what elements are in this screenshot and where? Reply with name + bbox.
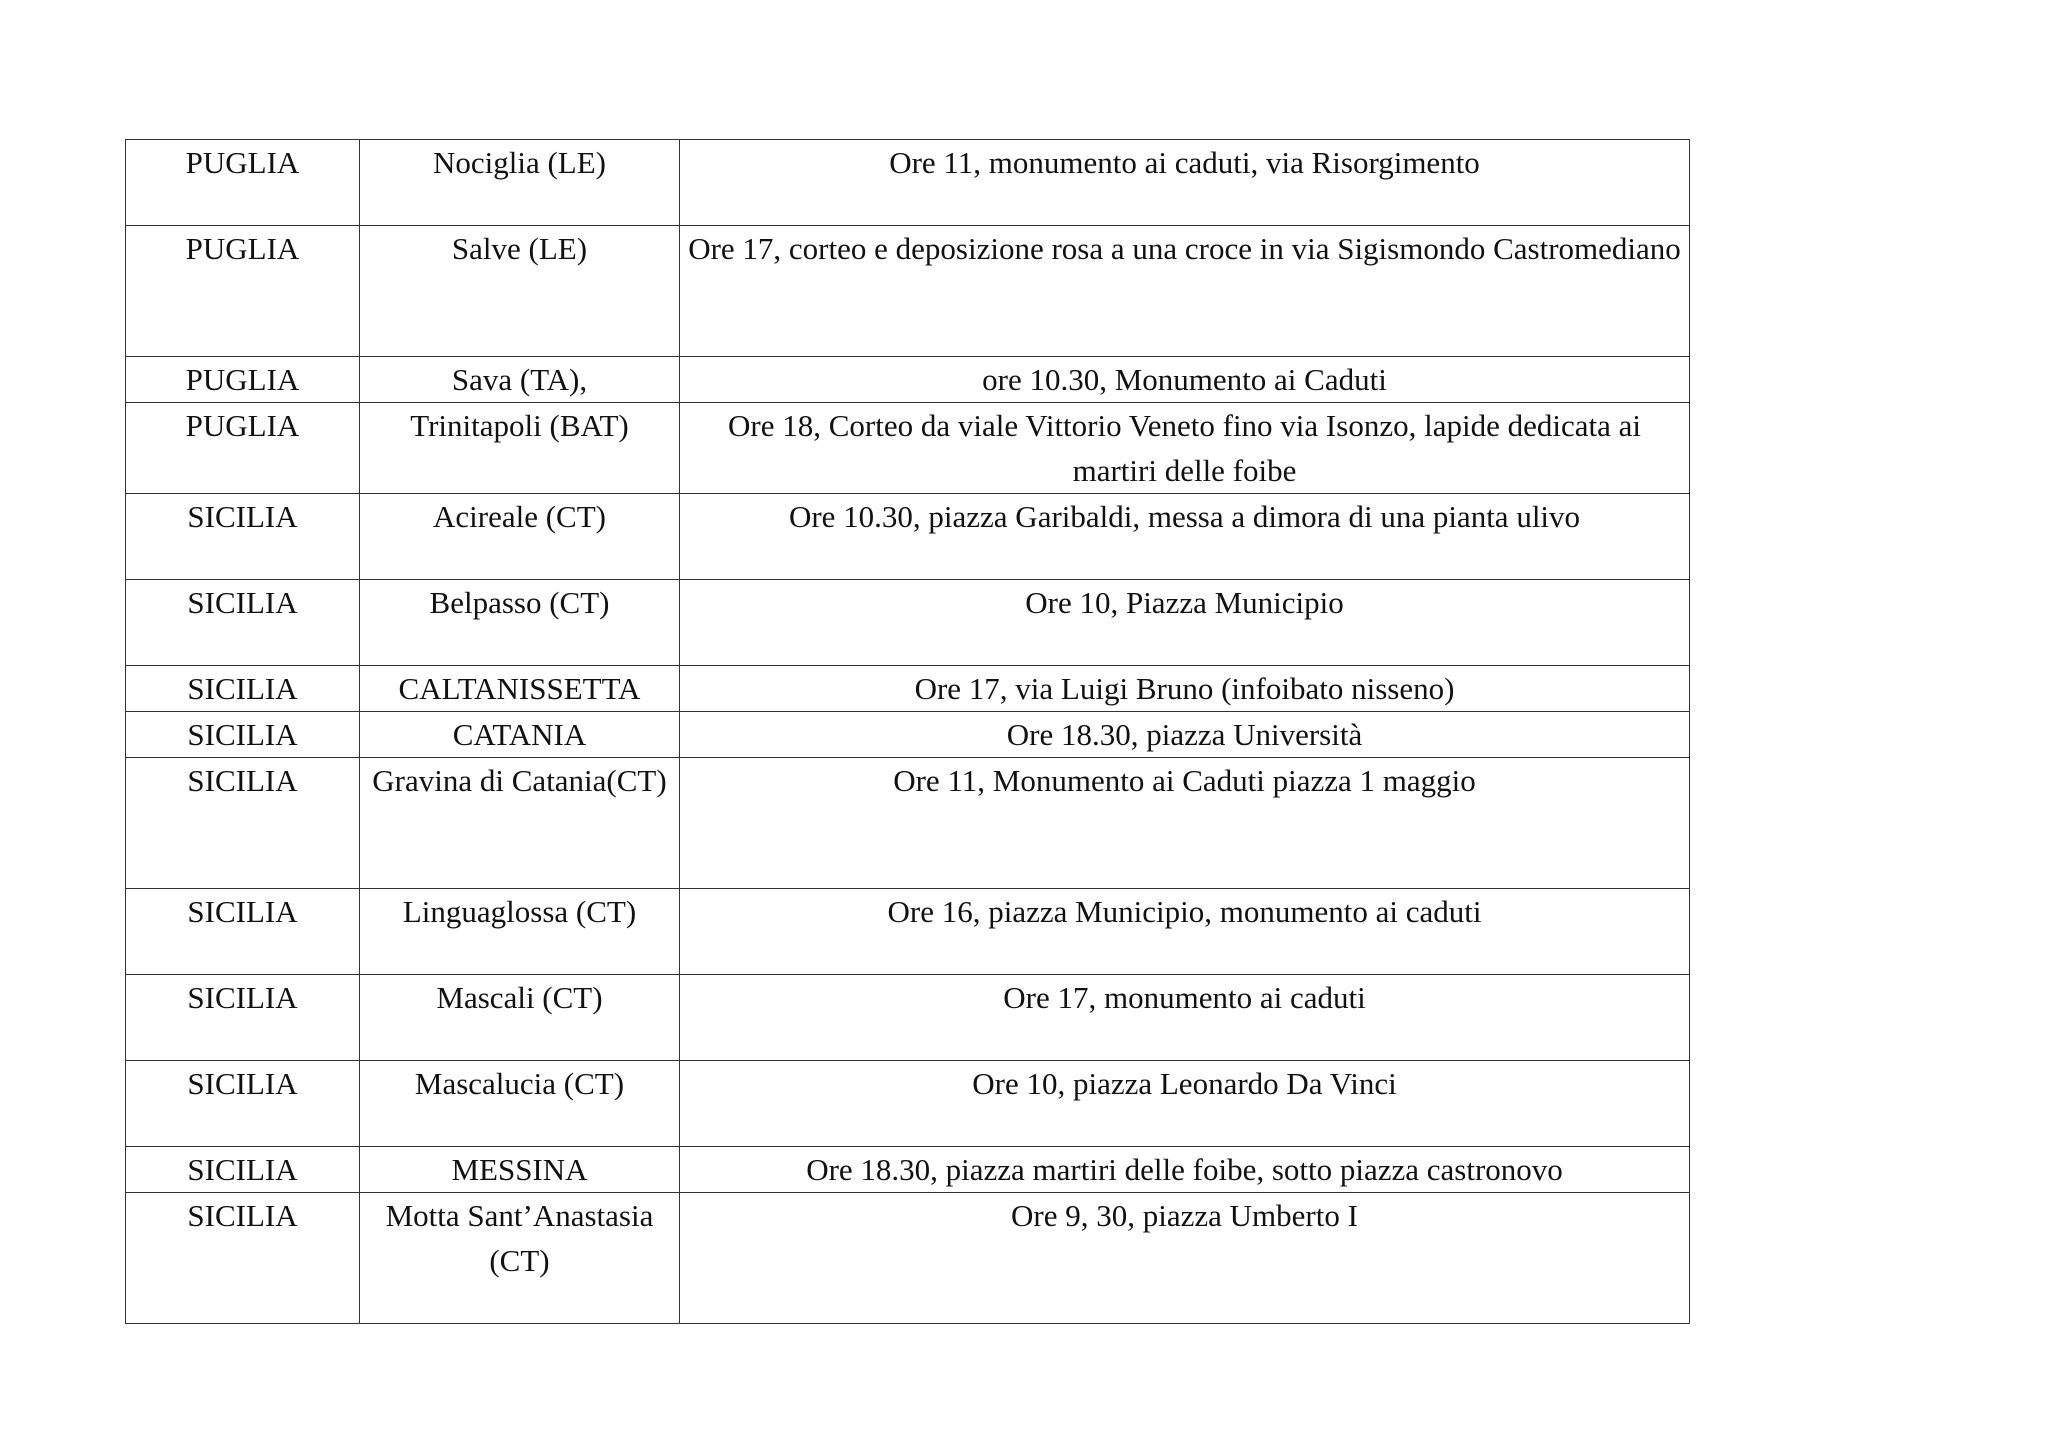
table-row xyxy=(126,494,1690,580)
region-cell xyxy=(126,357,360,403)
event-cell xyxy=(680,1193,1690,1324)
event-text: Ore 11, Monumento ai Caduti piazza 1 maggio xyxy=(893,763,1476,798)
event-cell xyxy=(680,226,1690,357)
town-cell xyxy=(360,889,680,975)
event-text: Ore 10, Piazza Municipio xyxy=(1025,585,1344,620)
town-text: Nociglia (LE) xyxy=(432,145,606,180)
table-row xyxy=(126,1061,1690,1147)
region-cell xyxy=(126,580,360,666)
town-cell xyxy=(360,403,680,494)
table-row xyxy=(126,666,1690,712)
region-text: PUGLIA xyxy=(185,362,300,397)
region-text: SICILIA xyxy=(187,717,298,752)
event-text: Ore 16, piazza Municipio, monumento ai caduti xyxy=(887,894,1482,929)
region-cell xyxy=(126,666,360,712)
table-row xyxy=(126,140,1690,226)
town-cell xyxy=(360,494,680,580)
town-text: Motta Sant’Anastasia (CT) xyxy=(385,1198,654,1278)
region-cell xyxy=(126,226,360,357)
town-cell xyxy=(360,758,680,889)
table-row xyxy=(126,1147,1690,1193)
event-text: Ore 17, via Luigi Bruno (infoibato nisseno) xyxy=(914,671,1455,706)
region-text: SICILIA xyxy=(187,763,298,798)
town-cell xyxy=(360,1193,680,1324)
town-text: MESSINA xyxy=(451,1152,588,1187)
region-text: PUGLIA xyxy=(185,145,300,180)
event-text: Ore 10.30, piazza Garibaldi, messa a dimora di una pianta ulivo xyxy=(788,499,1581,534)
region-cell xyxy=(126,975,360,1061)
event-text: ore 10.30, Monumento ai Caduti xyxy=(982,362,1387,397)
region-cell xyxy=(126,140,360,226)
events-table xyxy=(125,139,1690,1324)
event-cell xyxy=(680,1147,1690,1193)
table-row xyxy=(126,889,1690,975)
town-cell xyxy=(360,1147,680,1193)
event-cell xyxy=(680,580,1690,666)
region-text: SICILIA xyxy=(187,499,298,534)
town-text: Salve (LE) xyxy=(451,231,588,266)
region-cell xyxy=(126,1061,360,1147)
region-text: SICILIA xyxy=(187,980,298,1015)
event-cell xyxy=(680,712,1690,758)
event-text: Ore 11, monumento ai caduti, via Risorgimento xyxy=(889,145,1480,180)
town-cell xyxy=(360,580,680,666)
region-text: PUGLIA xyxy=(185,231,300,266)
region-text: SICILIA xyxy=(187,671,298,706)
event-cell xyxy=(680,494,1690,580)
table-row xyxy=(126,580,1690,666)
town-text: CALTANISSETTA xyxy=(398,671,641,706)
table-row xyxy=(126,975,1690,1061)
event-text: Ore 17, corteo e deposizione rosa a una croce in via Sigismondo Castromediano xyxy=(688,231,1681,266)
table-row xyxy=(126,226,1690,357)
event-cell xyxy=(680,889,1690,975)
region-cell xyxy=(126,1193,360,1324)
event-text: Ore 18.30, piazza martiri delle foibe, sotto piazza castronovo xyxy=(806,1152,1563,1187)
event-text: Ore 17, monumento ai caduti xyxy=(1003,980,1366,1015)
region-cell xyxy=(126,494,360,580)
town-text: Trinitapoli (BAT) xyxy=(410,408,629,443)
town-cell xyxy=(360,357,680,403)
region-text: SICILIA xyxy=(187,585,298,620)
event-cell xyxy=(680,975,1690,1061)
town-text: Gravina di Catania(CT) xyxy=(372,763,667,798)
event-cell xyxy=(680,666,1690,712)
table-row xyxy=(126,758,1690,889)
event-text: Ore 18.30, piazza Università xyxy=(1006,717,1363,752)
region-cell xyxy=(126,1147,360,1193)
town-cell xyxy=(360,1061,680,1147)
event-text: Ore 18, Corteo da viale Vittorio Veneto fino via Isonzo, lapide dedicata ai martiri delle foibe xyxy=(728,408,1641,488)
table-row xyxy=(126,357,1690,403)
town-text: Linguaglossa (CT) xyxy=(402,894,637,929)
event-text: Ore 9, 30, piazza Umberto I xyxy=(1011,1198,1358,1233)
town-text: Sava (TA), xyxy=(451,362,588,397)
event-cell xyxy=(680,403,1690,494)
table-row xyxy=(126,712,1690,758)
region-cell xyxy=(126,403,360,494)
town-cell xyxy=(360,226,680,357)
town-text: Acireale (CT) xyxy=(433,499,606,534)
region-text: SICILIA xyxy=(187,894,298,929)
event-cell xyxy=(680,357,1690,403)
town-text: Belpasso (CT) xyxy=(429,585,610,620)
event-cell xyxy=(680,1061,1690,1147)
town-text: Mascali (CT) xyxy=(436,980,603,1015)
event-text: Ore 10, piazza Leonardo Da Vinci xyxy=(972,1066,1397,1101)
region-text: PUGLIA xyxy=(185,408,300,443)
town-text: CATANIA xyxy=(452,717,587,752)
event-cell xyxy=(680,140,1690,226)
town-cell xyxy=(360,140,680,226)
town-cell xyxy=(360,712,680,758)
region-cell xyxy=(126,712,360,758)
table-row xyxy=(126,403,1690,494)
region-cell xyxy=(126,889,360,975)
region-text: SICILIA xyxy=(187,1066,298,1101)
region-cell xyxy=(126,758,360,889)
region-text: SICILIA xyxy=(187,1152,298,1187)
town-cell xyxy=(360,666,680,712)
event-cell xyxy=(680,758,1690,889)
table-row xyxy=(126,1193,1690,1324)
town-text: Mascalucia (CT) xyxy=(414,1066,625,1101)
town-cell xyxy=(360,975,680,1061)
region-text: SICILIA xyxy=(187,1198,298,1233)
